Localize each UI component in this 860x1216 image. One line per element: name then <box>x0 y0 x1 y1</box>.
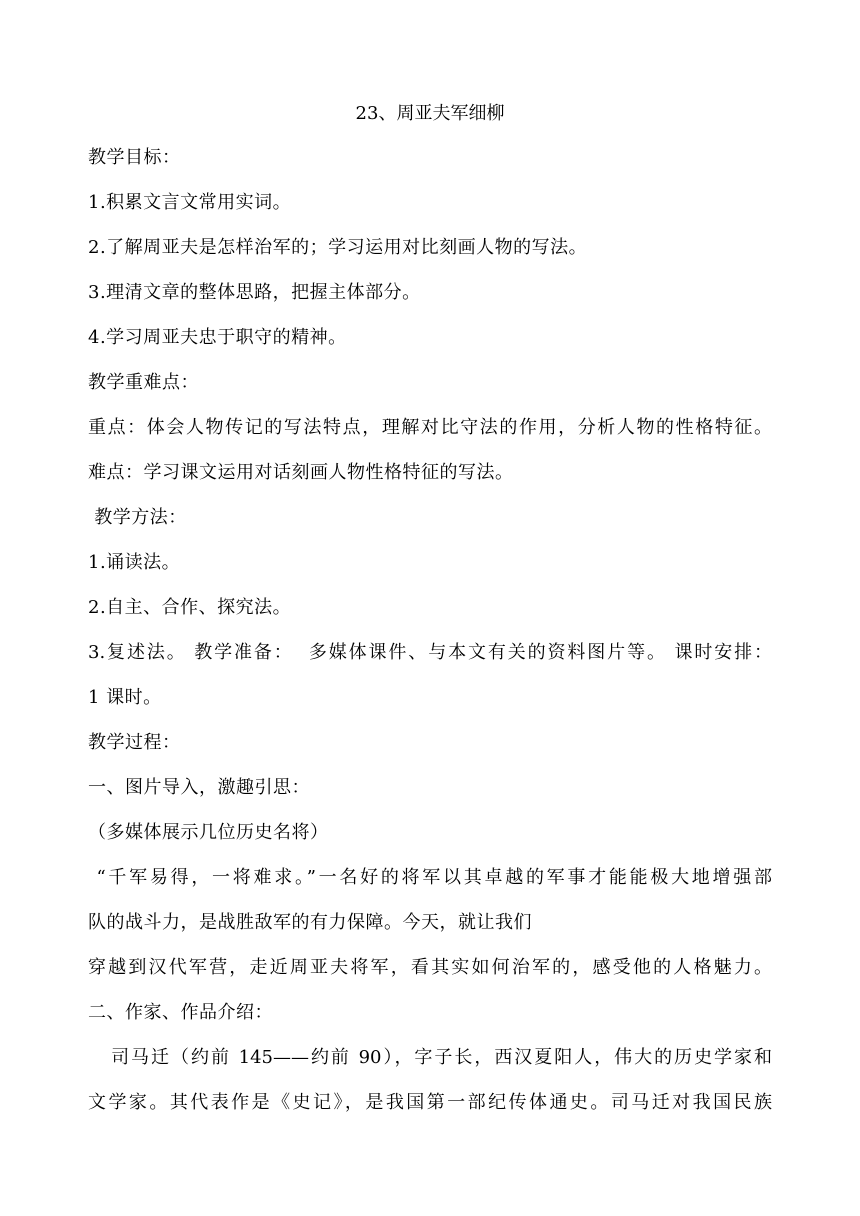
intro-paragraph-line-2: 队的战斗力，是战胜敌军的有力保障。今天，就让我们 <box>88 912 532 933</box>
intro-paragraph-line-1: “千军易得，一将难求。”一名好的将军以其卓越的军事才能能极大地增强部 <box>88 867 772 888</box>
objective-line-4: 4.学习周亚夫忠于职守的精神。 <box>88 327 347 348</box>
section-heading-objectives: 教学目标： <box>88 147 181 168</box>
page-title: 23、周亚夫军细柳 <box>355 103 505 124</box>
method-line-2: 2.自主、合作、探究法。 <box>88 597 292 618</box>
class-hours-line: 1 课时。 <box>88 687 162 708</box>
section-heading-process: 教学过程： <box>88 732 181 753</box>
method-line-1: 1.诵读法。 <box>88 552 181 573</box>
section-heading-key-points: 教学重难点： <box>88 372 199 393</box>
multimedia-note: （多媒体展示几位历史名将） <box>88 822 329 843</box>
section-heading-methods: 教学方法： <box>88 507 187 528</box>
process-step-2-heading: 二、作家、作品介绍： <box>88 1002 273 1023</box>
difficult-point-line: 难点：学习课文运用对话刻画人物性格特征的写法。 <box>88 462 514 483</box>
objective-line-2: 2.了解周亚夫是怎样治军的；学习运用对比刻画人物的写法。 <box>88 237 588 258</box>
objective-line-3: 3.理清文章的整体思路，把握主体部分。 <box>88 282 421 303</box>
intro-paragraph-line-3: 穿越到汉代军营，走近周亚夫将军，看其实如何治军的，感受他的人格魅力。 <box>88 957 772 978</box>
process-step-1-heading: 一、图片导入，激趣引思： <box>88 777 310 798</box>
objective-line-1: 1.积累文言文常用实词。 <box>88 192 292 213</box>
author-paragraph-line-1: 司马迁（约前 145——约前 90），字子长，西汉夏阳人，伟大的历史学家和 <box>88 1047 772 1068</box>
author-paragraph-line-2: 文学家。其代表作是《史记》，是我国第一部纪传体通史。司马迁对我国民族 <box>88 1092 772 1113</box>
key-point-line: 重点：体会人物传记的写法特点，理解对比守法的作用，分析人物的性格特征。 <box>88 417 772 438</box>
method-line-3-preparation: 3.复述法。 教学准备： 多媒体课件、与本文有关的资料图片等。 课时安排： <box>88 642 772 663</box>
